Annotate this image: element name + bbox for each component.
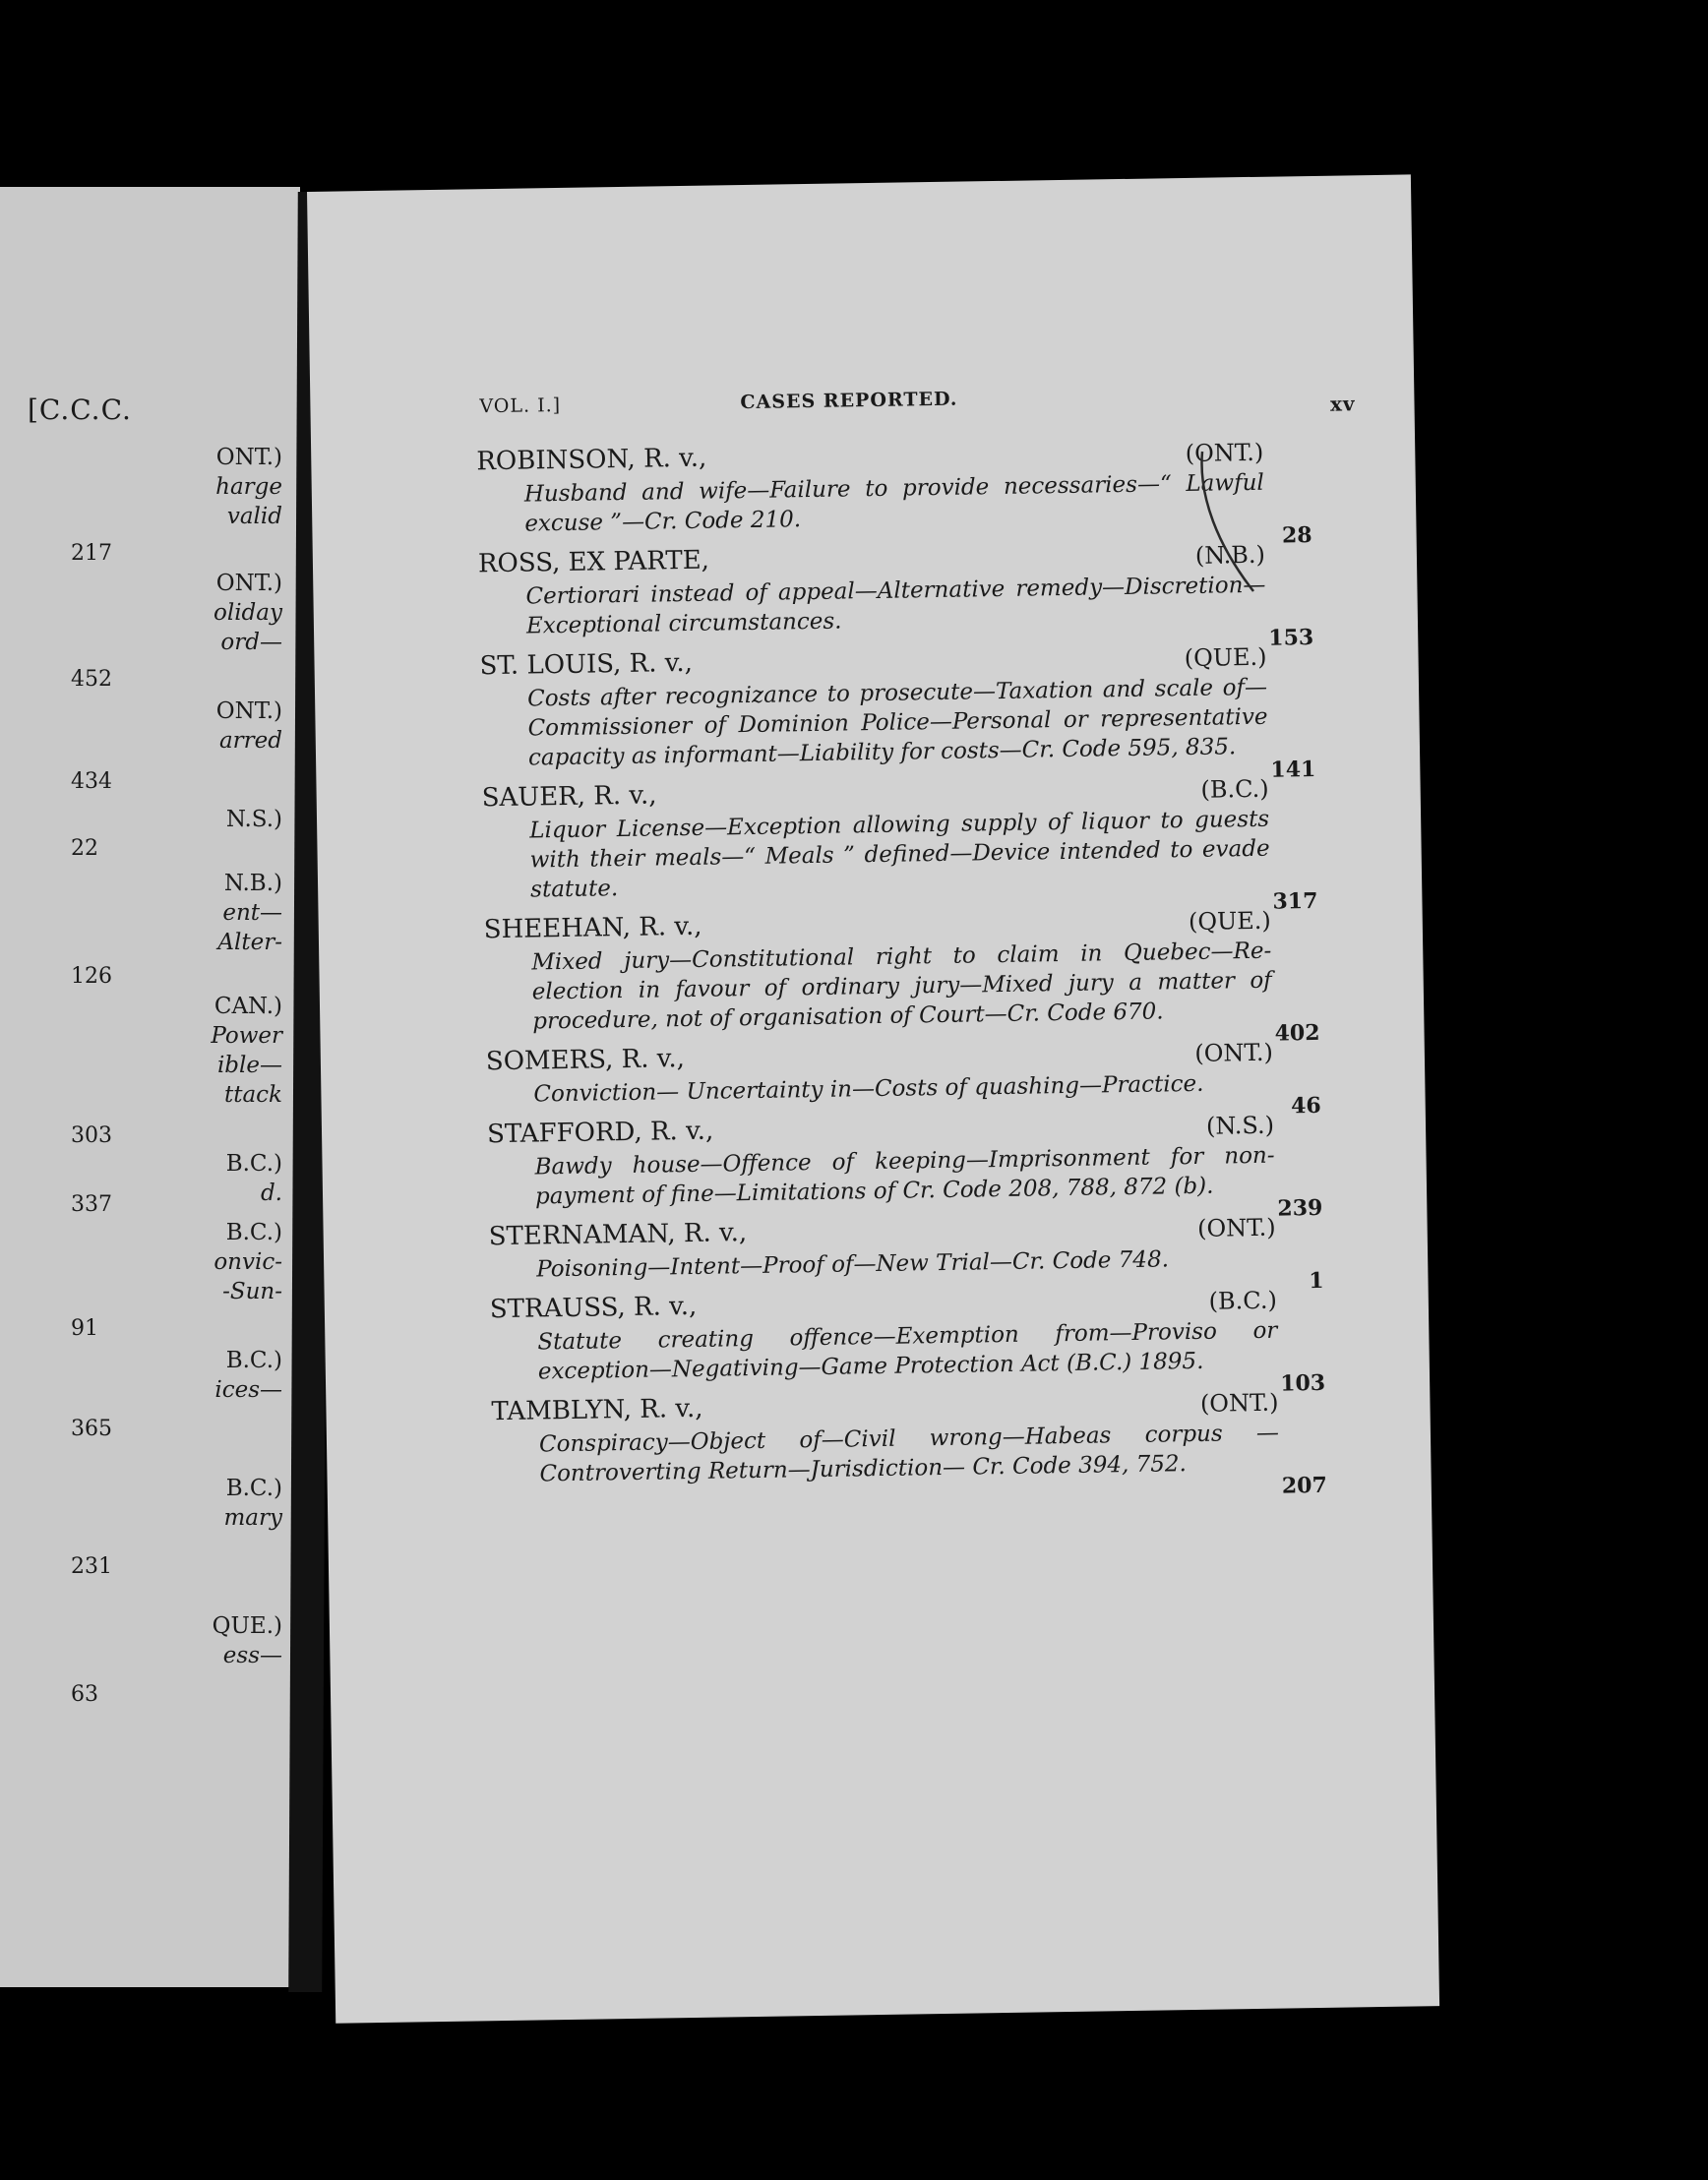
case-description: Liquor License—Exception allowing supply of liquor to guests with their meals—“ Meals ” defined—Device intended to evade statute. [529,806,1270,903]
province: (B.C.) [1208,1286,1278,1315]
case-page-number: 239 [1277,1194,1323,1222]
left-page-line: Power [211,1023,282,1049]
case-page-number: 1 [1308,1267,1324,1295]
case-page-number: 402 [1274,1019,1320,1047]
left-page-line: valid [226,504,282,529]
case-page-number: 103 [1280,1369,1326,1397]
left-page-number: 217 [71,541,112,566]
case-page-number: 46 [1290,1092,1321,1120]
case-description: Poisoning—Intent—Proof of—New Trial—Cr. Code 748. [536,1246,1170,1283]
case-name: STRAUSS, R. v., [489,1291,698,1325]
case-name: SHEEHAN, R. v., [483,911,702,945]
province: (B.C.) [1200,774,1269,804]
case-entry [481,771,1318,915]
case-description: Conviction— Uncertainty in—Costs of quashing—Practice. [533,1070,1204,1108]
left-page-line: N.S.) [225,807,282,832]
left-page-line: ess— [222,1643,282,1668]
case-name: SAUER, R. v., [481,780,657,814]
left-page-line: d. [260,1181,282,1206]
case-description: Certiorari instead of appeal—Alternative remedy—Discretion—Exceptional circumstances. [525,572,1266,639]
case-page-number: 141 [1270,756,1316,783]
case-description: Bawdy house—Offence of keeping—Imprisonment for non-payment of fine—Limitations of Cr. Code 208, 788, 872 (b). [534,1142,1275,1210]
left-page-line: arred [218,728,282,754]
case-entry [479,639,1316,783]
left-page-line: onvic- [214,1249,282,1275]
case-page-number: 207 [1281,1472,1327,1499]
case-entry [485,1035,1321,1120]
province: (QUE.) [1184,642,1267,673]
case-name: ST. LOUIS, R. v., [479,647,694,682]
case-description: Conspiracy—Object of—Civil wrong—Habeas corpus —Controverting Return—Jurisdiction— Cr. Code 394, 752. [538,1420,1280,1487]
province: (ONT.) [1194,1038,1274,1067]
case-entry [486,1108,1323,1222]
left-page-line: B.C.) [225,1220,282,1245]
left-page-line: B.C.) [225,1348,282,1373]
province: (ONT.) [1196,1213,1276,1242]
left-page-number: 126 [71,964,112,989]
case-entry [477,537,1314,651]
case-description: Statute creating offence—Exemption from—Proviso or exception—Negativing—Game Protection Act (B.C.) 1895. [537,1317,1278,1385]
left-page-number: 365 [71,1417,112,1441]
case-entry [488,1210,1324,1295]
case-name: STERNAMAN, R. v., [488,1218,748,1252]
left-page-line: ONT.) [215,698,282,724]
case-description: Mixed jury—Constitutional right to claim in Quebec—Re-election in favour of ordinary jury—Mixed jury a matter of procedure, not of organisation of Court—Cr. Code 670. [531,938,1272,1035]
case-page-number: 28 [1281,521,1312,549]
left-page-line: QUE.) [212,1613,282,1639]
case-name: ROSS, EX PARTE, [477,545,710,579]
case-entry [483,903,1320,1047]
page-title: CASES REPORTED. [740,388,958,414]
case-page-number: 317 [1272,887,1318,915]
volume-label: VOL. I.] [479,394,562,418]
pencil-mark-icon [1198,448,1257,595]
left-page-number: 91 [71,1316,98,1341]
cases-list [476,435,1327,1499]
left-page-line: Alter- [217,930,282,955]
right-page [307,174,1439,2023]
case-entry [491,1385,1327,1499]
case-page-number: 153 [1268,624,1314,651]
left-page-line: ONT.) [215,445,282,470]
left-page-line: ttack [223,1082,282,1108]
running-head [479,382,1355,431]
province: (ONT.) [1185,438,1264,468]
left-page-line: ent— [222,900,282,926]
left-page-number: 337 [71,1192,112,1217]
left-page-line: CAN.) [214,994,282,1019]
province: (QUE.) [1188,906,1271,937]
province: (N.B.) [1194,540,1266,570]
province: (ONT.) [1199,1388,1279,1418]
left-page-number: 303 [71,1123,112,1148]
left-page-line: harge [215,474,282,500]
case-entry [489,1283,1326,1397]
case-name: TAMBLYN, R. v., [491,1393,703,1427]
case-name: STAFFORD, R. v., [486,1116,714,1150]
left-page-header: [C.C.C. [28,394,132,426]
left-page-line: -Sun- [222,1279,282,1304]
left-page-number: 22 [71,836,98,861]
page-number: xv [1329,392,1356,416]
case-name: ROBINSON, R. v., [476,443,707,477]
left-page-line: oliday [214,600,282,626]
left-page-line: mary [223,1505,282,1531]
case-name: SOMERS, R. v., [485,1044,686,1077]
left-page-number: 434 [71,769,112,794]
left-page-number: 63 [71,1682,98,1707]
left-page-line: ible— [216,1053,282,1078]
left-page-number: 231 [71,1554,112,1579]
case-description: Costs after recognizance to prosecute—Taxation and scale of—Commissioner of Dominion Police—Personal or representative capacity as informant—Liability for costs—Cr. Code 595, 835. [526,674,1268,771]
case-description: Husband and wife—Failure to provide necessaries—“ Lawful excuse ”—Cr. Code 210. [523,469,1264,537]
left-page-number: 452 [71,667,112,692]
province: (N.S.) [1205,1111,1275,1140]
left-page-fragment [0,187,300,1987]
left-page-line: B.C.) [225,1476,282,1501]
left-page-line: B.C.) [225,1151,282,1177]
left-page-line: ices— [214,1377,282,1403]
left-page-line: ONT.) [215,571,282,596]
case-entry [476,435,1312,549]
left-page-line: ord— [220,630,282,655]
left-page-line: N.B.) [223,871,282,896]
